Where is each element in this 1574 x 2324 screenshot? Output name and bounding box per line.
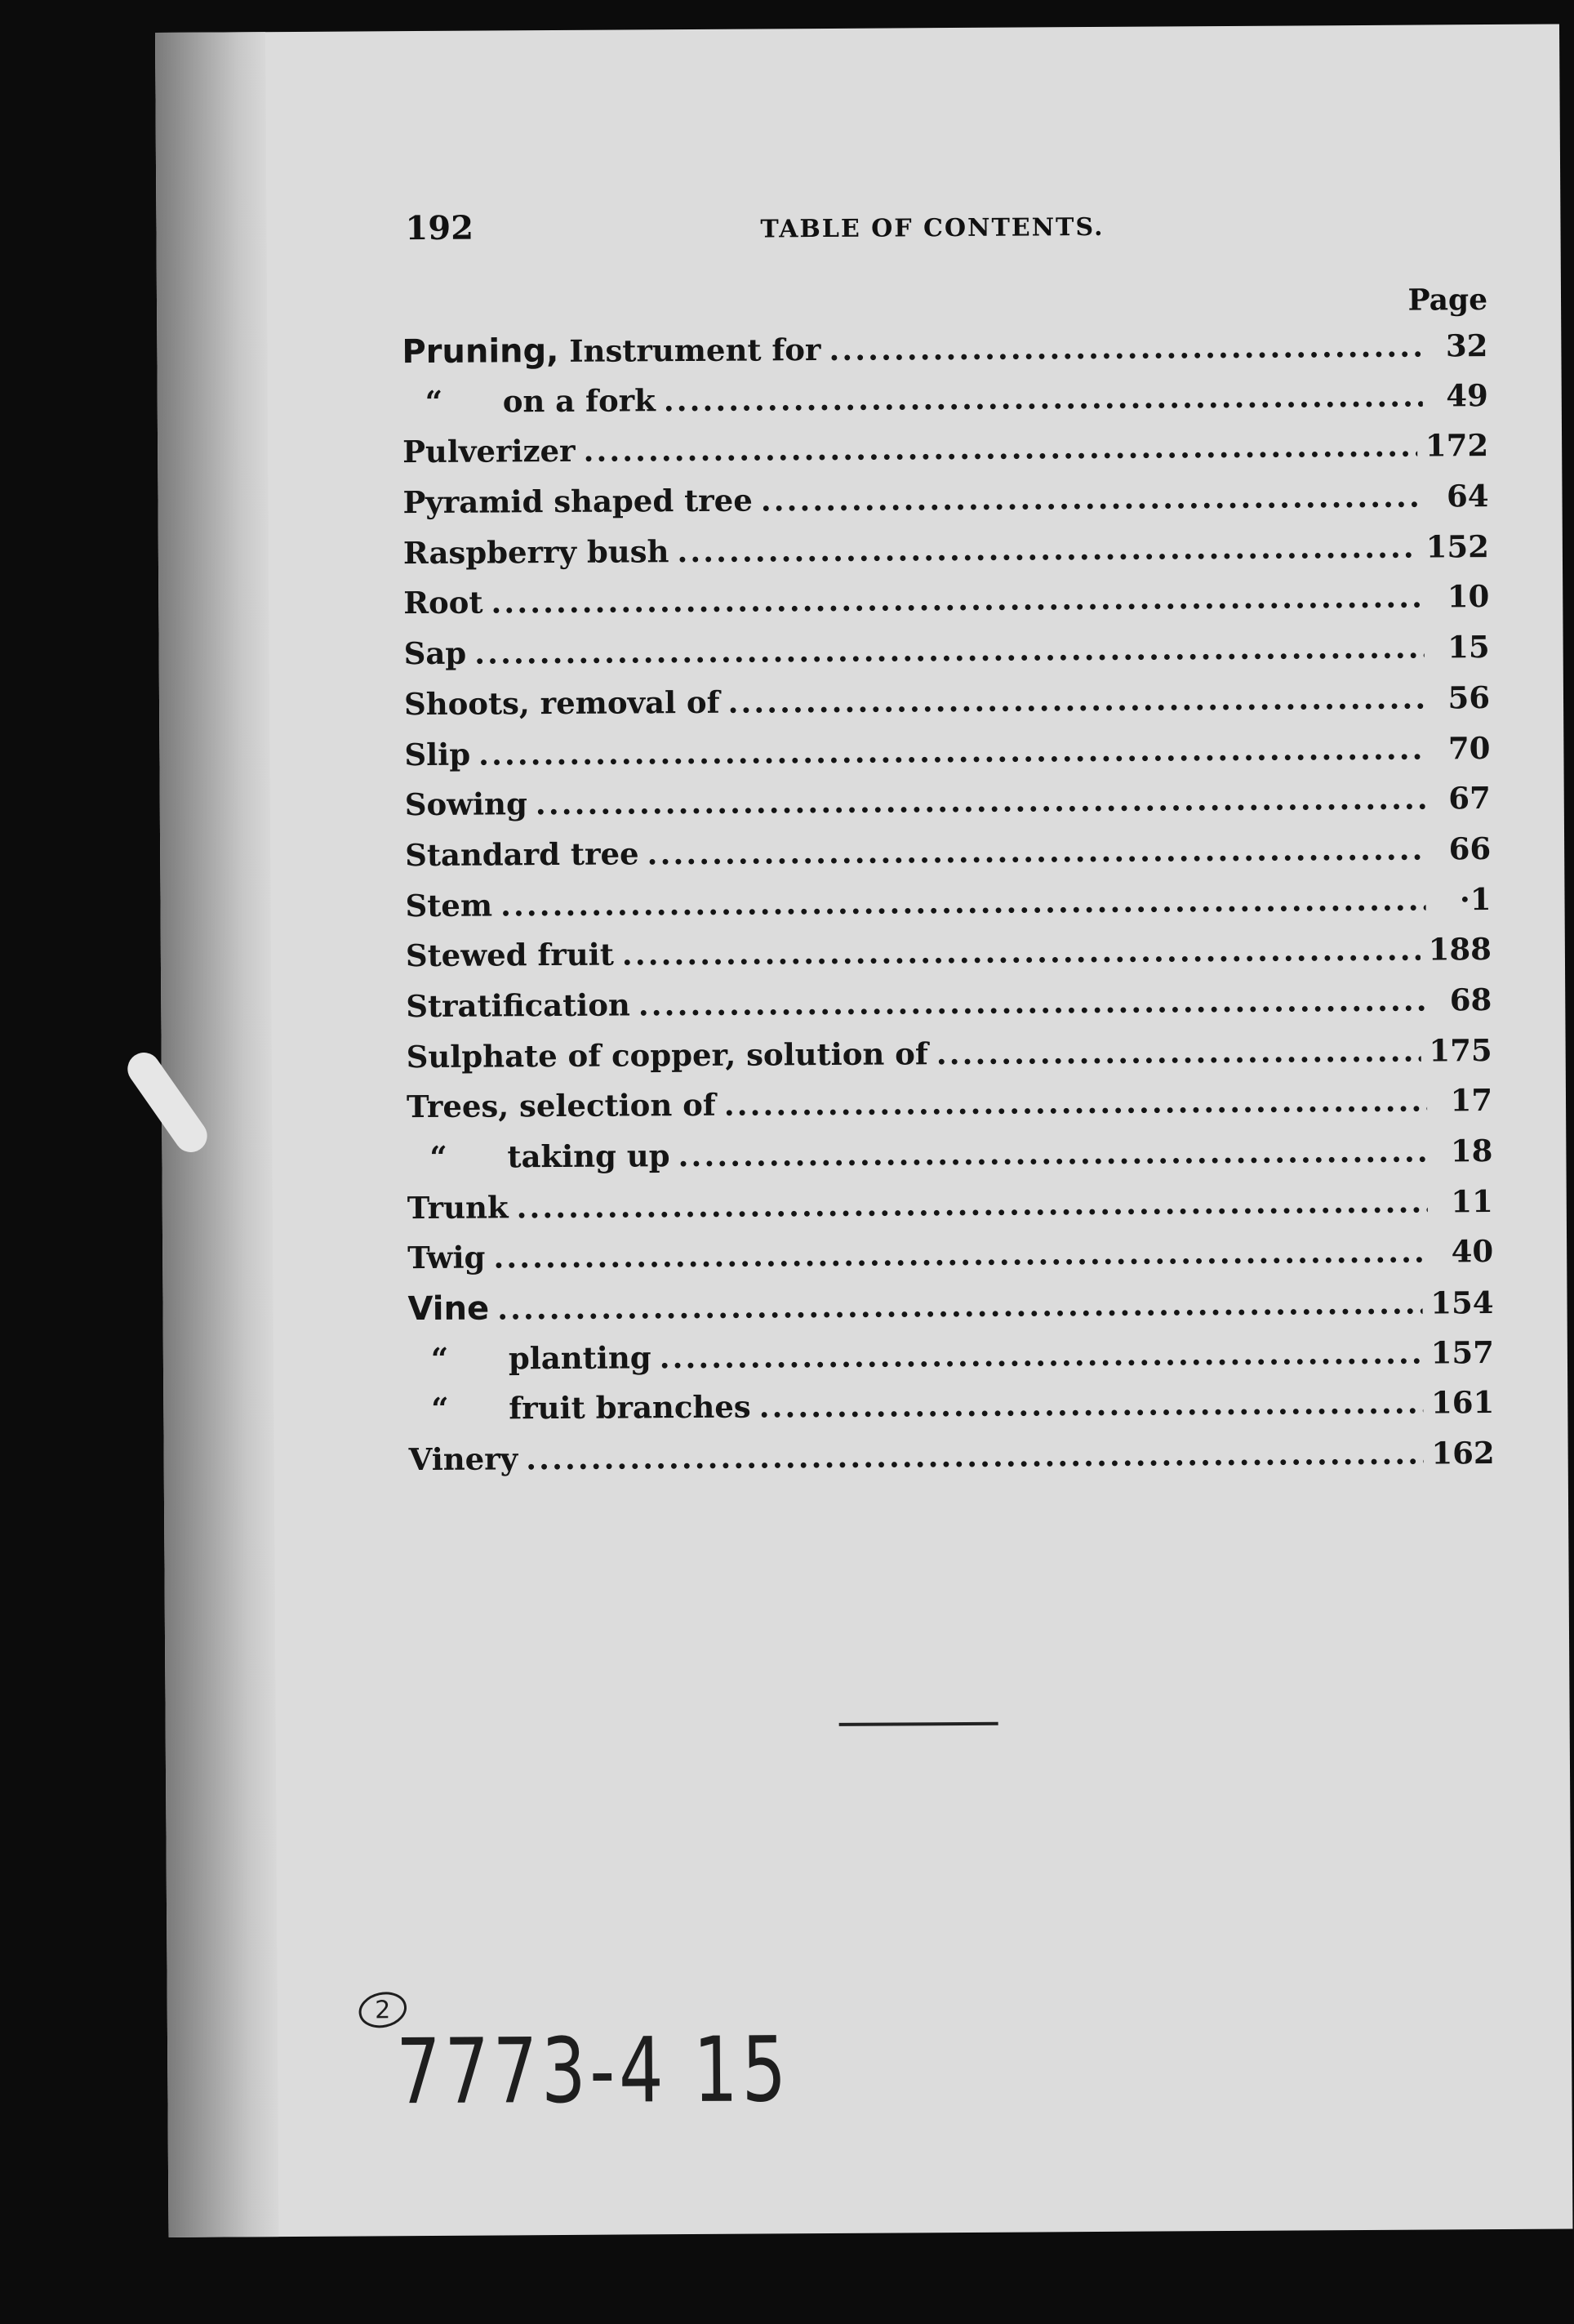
- toc-entry-text: Standard tree: [405, 835, 639, 874]
- toc-entry: [407, 1183, 1493, 1240]
- toc-entry-page: 56: [1447, 679, 1491, 716]
- toc-entry-page: 64: [1446, 478, 1489, 514]
- toc-entry-text: Trees, selection of: [406, 1087, 716, 1125]
- toc-entry-text: Stem: [405, 887, 493, 924]
- toc-entry-label: [403, 533, 669, 571]
- dot-leader: [664, 377, 1423, 418]
- toc-entry-text: Trunk: [407, 1189, 509, 1226]
- dot-leader: [478, 730, 1425, 772]
- toc-entry-label: [406, 986, 630, 1024]
- toc-entry-page: 10: [1447, 578, 1490, 615]
- toc-entry-label: [404, 635, 467, 671]
- toc-entry: [402, 377, 1488, 434]
- toc-entry-label: [402, 483, 753, 521]
- dot-leader: [724, 1083, 1428, 1123]
- toc-entry: [407, 1133, 1492, 1190]
- table-of-contents: [402, 327, 1495, 1492]
- toc-entry-label: [408, 1339, 651, 1377]
- toc-entry-page: 18: [1450, 1133, 1493, 1169]
- toc-entry-page: 68: [1449, 981, 1492, 1018]
- toc-entry-page: 40: [1451, 1233, 1494, 1270]
- toc-entry-label: [405, 786, 527, 822]
- dot-leader: [829, 328, 1422, 367]
- toc-entry-page: 15: [1447, 629, 1490, 666]
- toc-entry: [404, 730, 1490, 787]
- page-number: 192: [405, 208, 474, 248]
- toc-entry-text: Twig: [407, 1239, 486, 1276]
- toc-entry-page: 70: [1447, 729, 1491, 766]
- toc-entry: [405, 881, 1491, 938]
- toc-entry-page: 161: [1430, 1384, 1495, 1421]
- toc-entry-label: [407, 1138, 669, 1175]
- toc-entry: [408, 1334, 1494, 1391]
- toc-entry-headword: Pruning,: [402, 332, 559, 372]
- toc-entry-text: Root: [403, 584, 483, 621]
- dot-leader: [500, 881, 1426, 923]
- toc-entry: [406, 982, 1492, 1039]
- section-divider-rule: [839, 1722, 998, 1726]
- toc-entry-text: Pyramid shaped tree: [402, 482, 753, 521]
- dot-leader: [516, 1183, 1427, 1225]
- toc-entry: [404, 629, 1490, 686]
- toc-entry-label: [407, 1290, 489, 1329]
- toc-entry-page: 66: [1448, 830, 1492, 867]
- toc-entry: [407, 1032, 1492, 1089]
- toc-entry-headword: Vine: [407, 1289, 490, 1329]
- toc-entry: [407, 1233, 1493, 1290]
- dot-leader: [536, 781, 1425, 822]
- circled-number-text: 2: [375, 1996, 391, 2025]
- toc-entry-label: [407, 1087, 716, 1124]
- toc-entry: [408, 1384, 1494, 1441]
- toc-entry-page: 172: [1425, 427, 1489, 464]
- page-column-heading: Page: [1407, 283, 1488, 318]
- toc-entry-label: [404, 736, 470, 772]
- dot-leader: [727, 679, 1425, 719]
- toc-entry: [402, 427, 1488, 484]
- toc-entry-text: Shoots, removal of: [403, 683, 720, 722]
- toc-entry: [403, 578, 1489, 635]
- toc-entry-text: Slip: [404, 736, 471, 772]
- dot-leader: [474, 630, 1425, 671]
- page-title: TABLE OF CONTENTS.: [760, 212, 1105, 244]
- ditto-mark: “: [431, 1391, 449, 1427]
- handwritten-annotation: [355, 1983, 968, 2143]
- ditto-mark: “: [429, 1138, 447, 1175]
- toc-entry-label: [407, 1189, 509, 1226]
- book-page: [155, 24, 1572, 2237]
- toc-entry-label: [407, 1240, 486, 1276]
- toc-entry-label: [407, 1035, 928, 1075]
- toc-entry: [405, 830, 1491, 888]
- toc-entry-page: 175: [1429, 1031, 1492, 1069]
- toc-entry-text: Sulphate of copper, solution of: [406, 1035, 928, 1075]
- toc-entry-label: [405, 835, 639, 873]
- toc-entry-text: Sap: [403, 634, 467, 672]
- toc-entry-subtext: fruit branches: [509, 1389, 751, 1427]
- toc-entry: [402, 478, 1488, 535]
- toc-entry-label: [405, 887, 492, 924]
- toc-entry-text: Stewed fruit: [405, 936, 614, 974]
- dot-leader: [936, 1032, 1421, 1071]
- toc-entry-label: [408, 1389, 751, 1427]
- toc-entry-text: Instrument for: [558, 332, 821, 369]
- toc-entry-subtext: on a fork: [502, 381, 656, 420]
- toc-entry-text: Pulverizer: [402, 433, 576, 470]
- dot-leader: [761, 479, 1424, 519]
- toc-entry: [403, 528, 1489, 585]
- dot-leader: [759, 1385, 1424, 1425]
- dot-leader: [583, 428, 1417, 469]
- toc-entry-label: [403, 585, 482, 621]
- toc-entry-subtext: planting: [508, 1339, 651, 1377]
- toc-entry-page: 152: [1425, 528, 1490, 565]
- toc-entry-label: [402, 433, 576, 470]
- handwritten-number: 7773-4 15: [395, 2017, 791, 2125]
- toc-entry-page: 157: [1430, 1333, 1495, 1371]
- dot-leader: [638, 982, 1427, 1022]
- toc-entry-text: Sowing: [404, 786, 527, 823]
- toc-entry-page: 17: [1450, 1082, 1493, 1119]
- toc-entry-page: 162: [1431, 1435, 1495, 1471]
- dot-leader: [660, 1334, 1423, 1375]
- toc-entry-text: Vinery: [408, 1440, 518, 1478]
- toc-entry: [402, 327, 1487, 384]
- toc-entry-page: 154: [1430, 1284, 1494, 1321]
- toc-entry: [407, 1082, 1492, 1139]
- toc-entry-label: [402, 331, 820, 371]
- toc-entry-label: [404, 684, 720, 722]
- toc-entry-text: Raspberry bush: [402, 532, 669, 571]
- dot-leader: [526, 1436, 1423, 1477]
- toc-entry-page: 49: [1446, 376, 1488, 414]
- toc-entry-label: [402, 382, 656, 420]
- toc-entry-page: ·1: [1459, 880, 1492, 917]
- toc-entry-label: [409, 1440, 518, 1477]
- dot-leader: [491, 579, 1424, 621]
- toc-entry: [409, 1435, 1495, 1492]
- toc-entry-page: 67: [1448, 780, 1491, 817]
- toc-entry-text: Stratification: [406, 986, 630, 1025]
- ditto-mark: “: [425, 383, 443, 420]
- dot-leader: [647, 830, 1425, 871]
- toc-entry-page: 11: [1451, 1182, 1493, 1220]
- toc-entry: [404, 679, 1490, 737]
- toc-entry: [406, 931, 1492, 988]
- dot-leader: [497, 1285, 1422, 1327]
- dot-leader: [622, 932, 1421, 973]
- toc-entry: [407, 1284, 1493, 1341]
- toc-entry-page: 32: [1445, 327, 1488, 364]
- toc-entry-label: [406, 937, 614, 974]
- toc-entry: [405, 780, 1491, 837]
- dot-leader: [677, 528, 1417, 569]
- toc-entry-subtext: taking up: [507, 1138, 670, 1175]
- dot-leader: [493, 1234, 1428, 1276]
- ditto-mark: “: [430, 1340, 449, 1377]
- dot-leader: [678, 1133, 1427, 1174]
- toc-entry-page: 188: [1428, 931, 1492, 968]
